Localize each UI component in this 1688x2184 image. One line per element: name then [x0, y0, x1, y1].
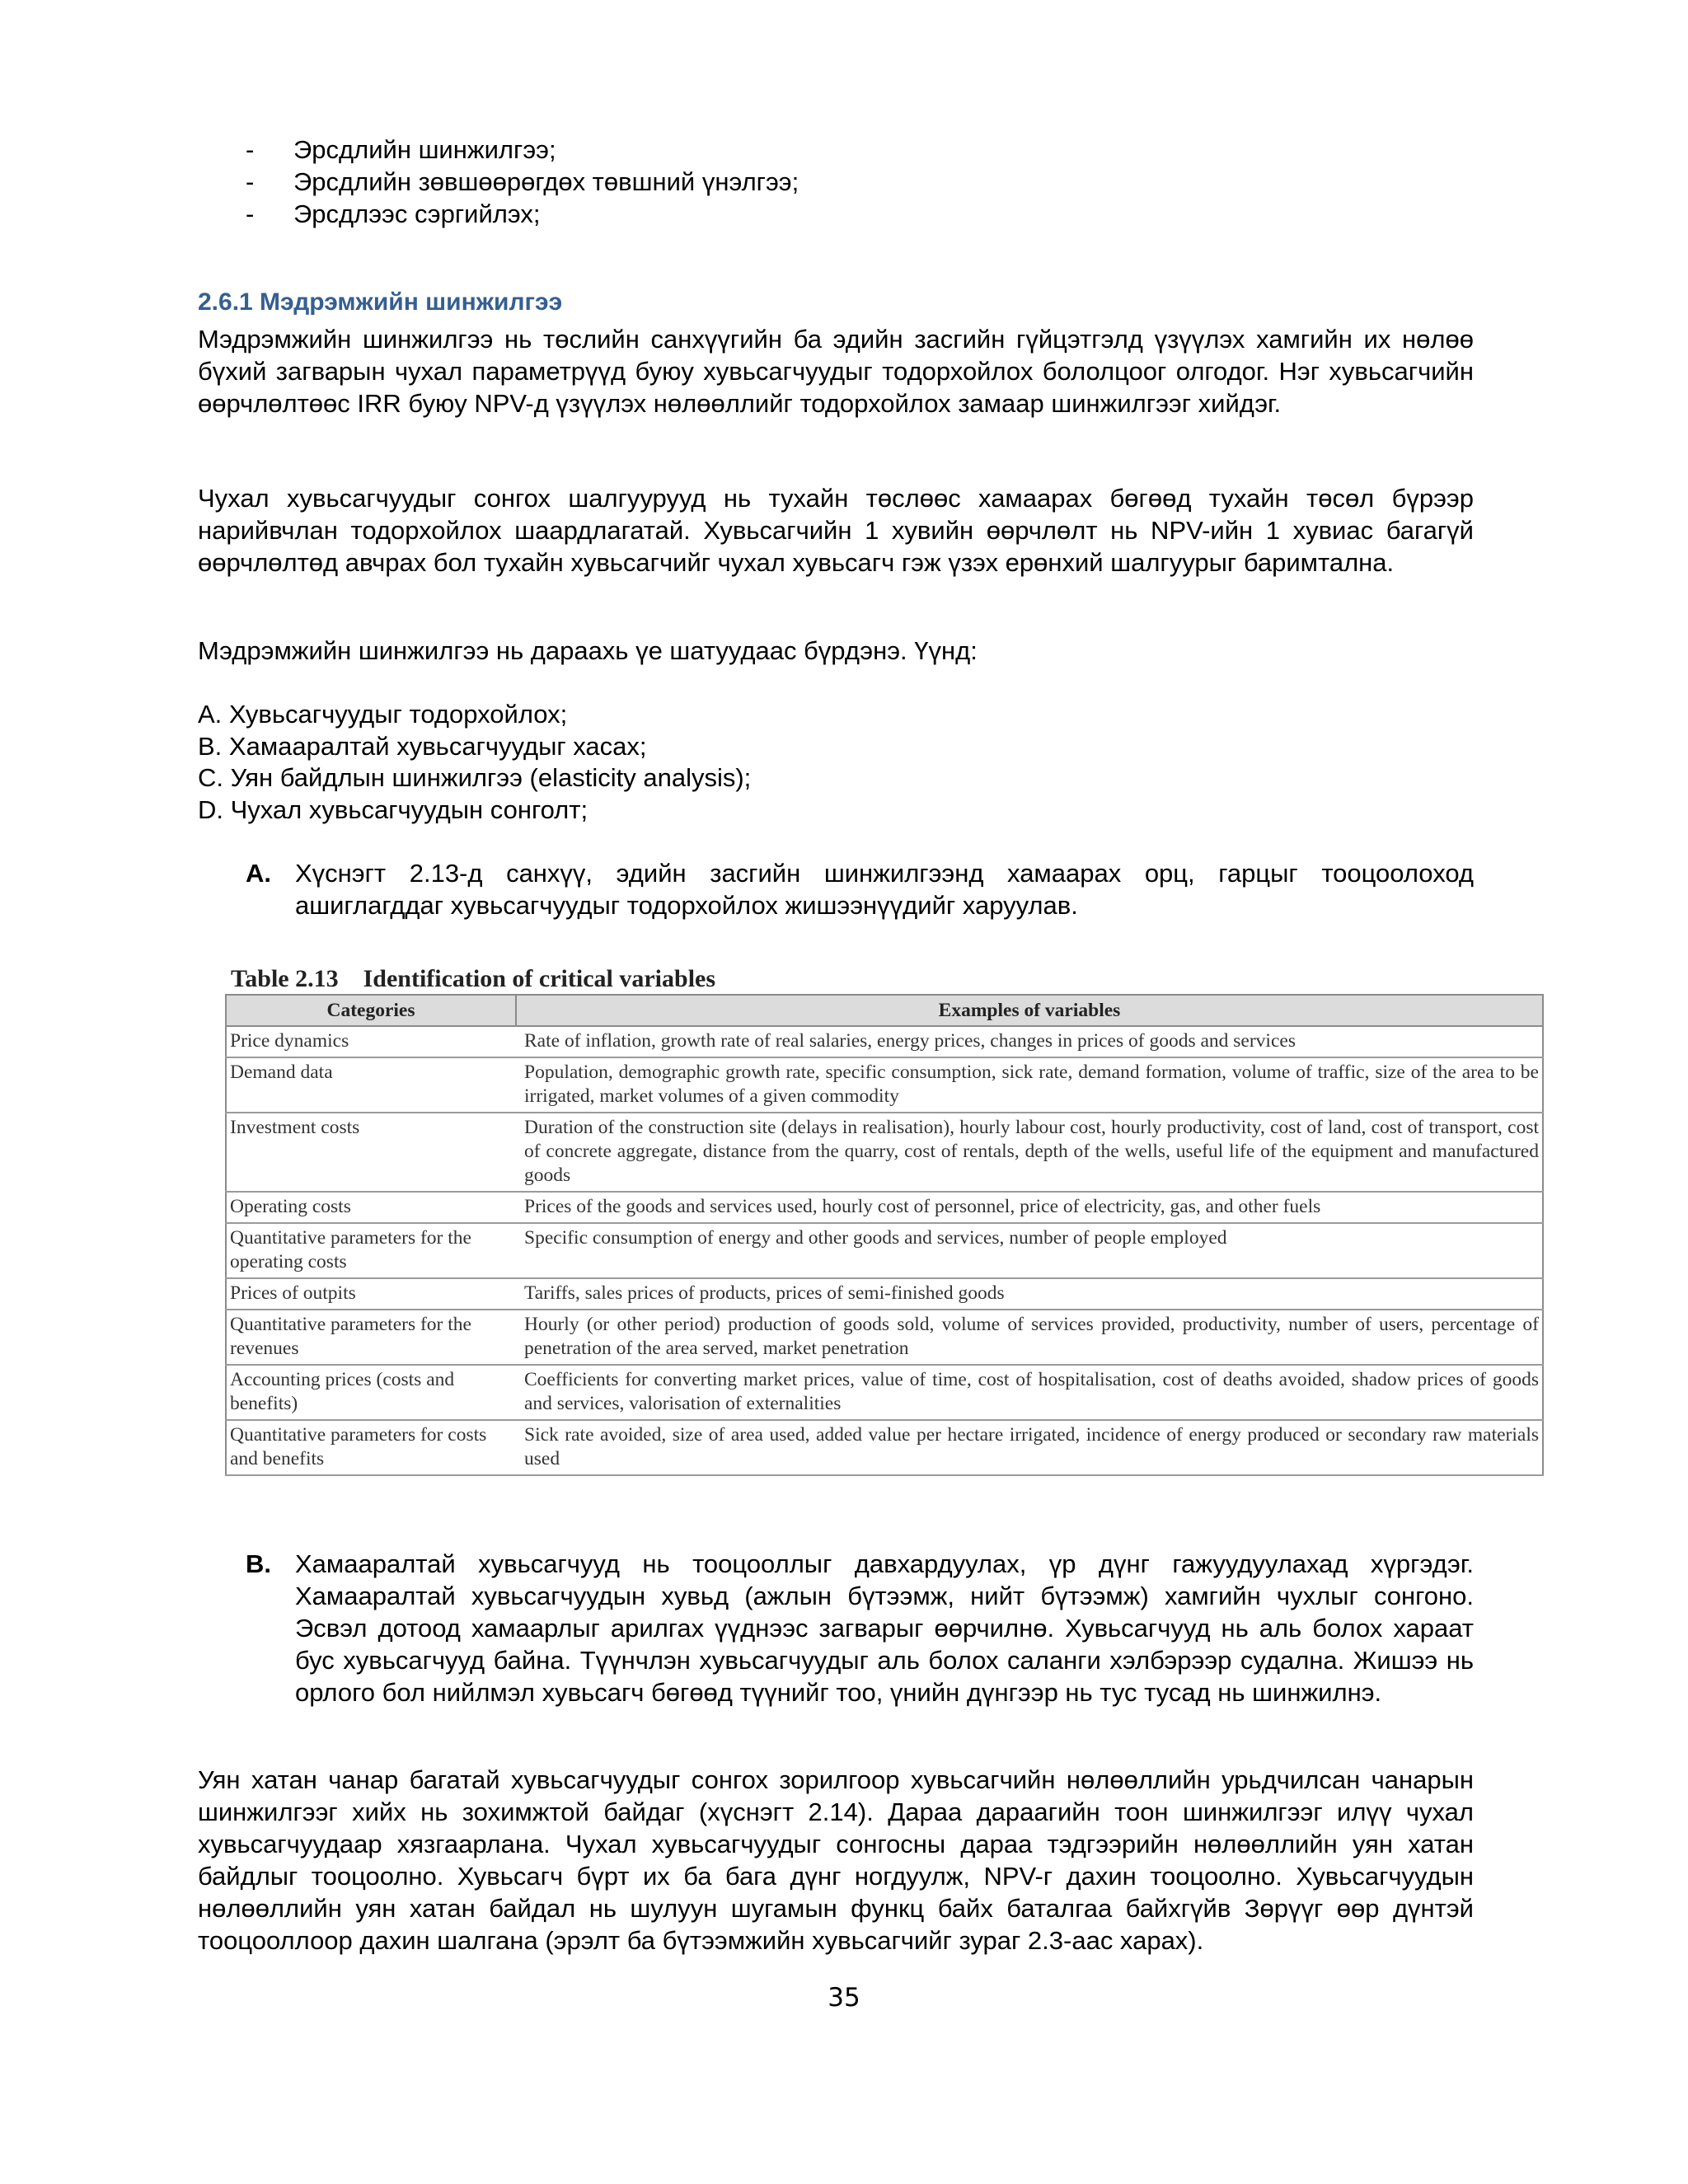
- item-a-marker: A.: [246, 859, 271, 888]
- examples-cell: Rate of inflation, growth rate of real salaries, energy prices, changes in prices of goods and services: [516, 1026, 1543, 1057]
- table-header-row: [226, 995, 1543, 1026]
- stage-list: [198, 698, 1474, 825]
- item-a-text: Хүснэгт 2.13-д санхүү, эдийн засгийн шинжилгээнд хамаарах орц, гарцыг тооцоолоход ашиглагддаг хувьсагчуудыг тодорхойлох жишээнүүдийг харуулав.: [295, 859, 1474, 920]
- paragraph-stages: Мэдрэмжийн шинжилгээ нь дараахь үе шатуудаас бүрдэнэ. Үүнд:: [198, 636, 978, 665]
- bullet-item: [246, 198, 1482, 230]
- category-cell: Quantitative parameters for costs and benefits: [226, 1420, 516, 1475]
- category-cell: Investment costs: [226, 1113, 516, 1192]
- table-row: [226, 1310, 1543, 1365]
- examples-cell: Prices of the goods and services used, hourly cost of personnel, price of electricity, gas, and other fuels: [516, 1192, 1543, 1223]
- bullet-item: [246, 166, 1482, 198]
- stage-item: D. Чухал хувьсагчуудын сонголт;: [198, 794, 588, 824]
- category-cell: Operating costs: [226, 1192, 516, 1223]
- examples-cell: Hourly (or other period) production of goods sold, volume of services provided, productivity, number of users, percentage of penetration of the area served, market penetration: [516, 1310, 1543, 1365]
- bullet-text: Эрсдлийн шинжилгээ;: [293, 135, 556, 164]
- page-number: 35: [828, 1983, 860, 2013]
- category-cell: Price dynamics: [226, 1026, 516, 1057]
- examples-cell: Population, demographic growth rate, specific consumption, sick rate, demand formation, volume of traffic, size of the area to be irrigated, market volumes of a given commodity: [516, 1057, 1543, 1113]
- item-b-text: Хамааралтай хувьсагчууд нь тооцооллыг давхардуулах, үр дүнг гажуудуулахад хүргэдэг. Хамааралтай хувьсагчуудын хувьд (ажлын бүтээмж, нийт бүтээмж) хамгийн чухлыг сонгоно. Эсвэл дотоод хамаарлыг арилгах үүднээс загварыг өөрчилнө. Хувьсагчууд нь аль болох хараат бус хувьсагчууд байна. Түүнчлэн хувьсагчуудыг аль болох саланги хэлбэрээр судална. Жишээ нь орлого бол нийлмэл хувьсагч бөгөөд түүнийг тоо, үнийн дүнгээр нь тус тусад нь шинжилнэ.: [295, 1549, 1474, 1707]
- paragraph-intro: Мэдрэмжийн шинжилгээ нь төслийн санхүүгийн ба эдийн засгийн гүйцэтгэлд үзүүлэх хамгийн их нөлөө бүхий загварын чухал параметрүүд буюу хувьсагчуудыг тодорхойлох бололцоог олгодог. Нэг хувьсагчийн өөрчлөлтөөс IRR буюу NPV-д үзүүлэх нөлөөллийг тодорхойлох замаар шинжилгээг хийдэг.: [198, 325, 1474, 418]
- paragraph-elasticity: Уян хатан чанар багатай хувьсагчуудыг сонгох зорилгоор хувьсагчийн нөлөөллийн урьдчилсан чанарын шинжилгээг хийх нь зохимжтой байдаг (хүснэгт 2.14). Дараа дараагийн тоон шинжилгээг илүү чухал хувьсагчуудаар хязгаарлана. Чухал хувьсагчуудыг сонгосны дараа тэдгээрийн нөлөөллийн уян хатан байдлыг тооцоолно. Хувьсагч бүрт их ба бага дүнг ногдуулж, NPV-г дахин тооцоолно. Хувьсагчуудын нөлөөллийн уян хатан байдал нь шулуун шугамын функц байх баталгаа байхгүйв Зөрүүг өөр дүнтэй тооцооллоор дахин шалгана (эрэлт ба бүтээмжийн хувьсагчийг зураг 2.3-аас харах).: [198, 1765, 1474, 1955]
- category-cell: Quantitative parameters for the revenues: [226, 1310, 516, 1365]
- category-cell: Quantitative parameters for the operating costs: [226, 1223, 516, 1278]
- table-row: [226, 1026, 1543, 1057]
- section-heading: 2.6.1 Мэдрэмжийн шинжилгээ: [198, 288, 563, 316]
- stage-item: A. Хувьсагчуудыг тодорхойлох;: [198, 700, 568, 729]
- bullet-marker: -: [246, 199, 255, 228]
- examples-cell: Duration of the construction site (delays in realisation), hourly labour cost, hourly productivity, cost of land, cost of transport, cost of concrete aggregate, distance from the quarry, cost of rentals, depth of the wells, useful life of the equipment and manufactured goods: [516, 1113, 1543, 1192]
- category-cell: Accounting prices (costs and benefits): [226, 1365, 516, 1420]
- table-caption: Table 2.13 Identification of critical variables: [231, 965, 716, 992]
- item-b-marker: B.: [246, 1549, 271, 1578]
- category-cell: Prices of outpits: [226, 1278, 516, 1310]
- bullet-text: Эрсдлээс сэргийлэх;: [293, 199, 541, 228]
- examples-cell: Tariffs, sales prices of products, prices of semi-finished goods: [516, 1278, 1543, 1310]
- table-row: [226, 1278, 1543, 1310]
- bullet-item: [246, 134, 1482, 166]
- column-header: Categories: [226, 995, 516, 1026]
- paragraph-criteria: Чухал хувьсагчуудыг сонгох шалгуурууд нь тухайн төслөөс хамаарах бөгөөд тухайн төсөл бүрээр нарийвчлан тодорхойлох шаардлагатай. Хувьсагчийн 1 хувийн өөрчлөлт нь NPV-ийн 1 хувиас багагүй өөрчлөлтөд авчрах бол тухайн хувьсагчийг чухал хувьсагч гэж үзэх ерөнхий шалгуурыг баримтална.: [198, 484, 1474, 577]
- examples-cell: Coefficients for converting market prices, value of time, cost of hospitalisation, cost of deaths avoided, shadow prices of goods and services, valorisation of externalities: [516, 1365, 1543, 1420]
- examples-cell: Specific consumption of energy and other goods and services, number of people employed: [516, 1223, 1543, 1278]
- examples-cell: Sick rate avoided, size of area used, added value per hectare irrigated, incidence of energy produced or secondary raw materials used: [516, 1420, 1543, 1475]
- critical-variables-table: [225, 994, 1544, 1476]
- category-cell: Demand data: [226, 1057, 516, 1113]
- table-row: [226, 1223, 1543, 1278]
- stage-item: C. Уян байдлын шинжилгээ (elasticity analysis);: [198, 763, 752, 792]
- table-row: [226, 1057, 1543, 1113]
- bullet-list: [246, 134, 1482, 230]
- bullet-marker: -: [246, 167, 255, 196]
- table-row: [226, 1192, 1543, 1223]
- bullet-marker: -: [246, 135, 255, 164]
- table-row: [226, 1113, 1543, 1192]
- table-row: [226, 1420, 1543, 1475]
- column-header: Examples of variables: [516, 995, 1543, 1026]
- bullet-text: Эрсдлийн зөвшөөрөгдөх төвшний үнэлгээ;: [293, 167, 799, 196]
- table-row: [226, 1365, 1543, 1420]
- stage-item: B. Хамааралтай хувьсагчуудыг хасах;: [198, 731, 647, 761]
